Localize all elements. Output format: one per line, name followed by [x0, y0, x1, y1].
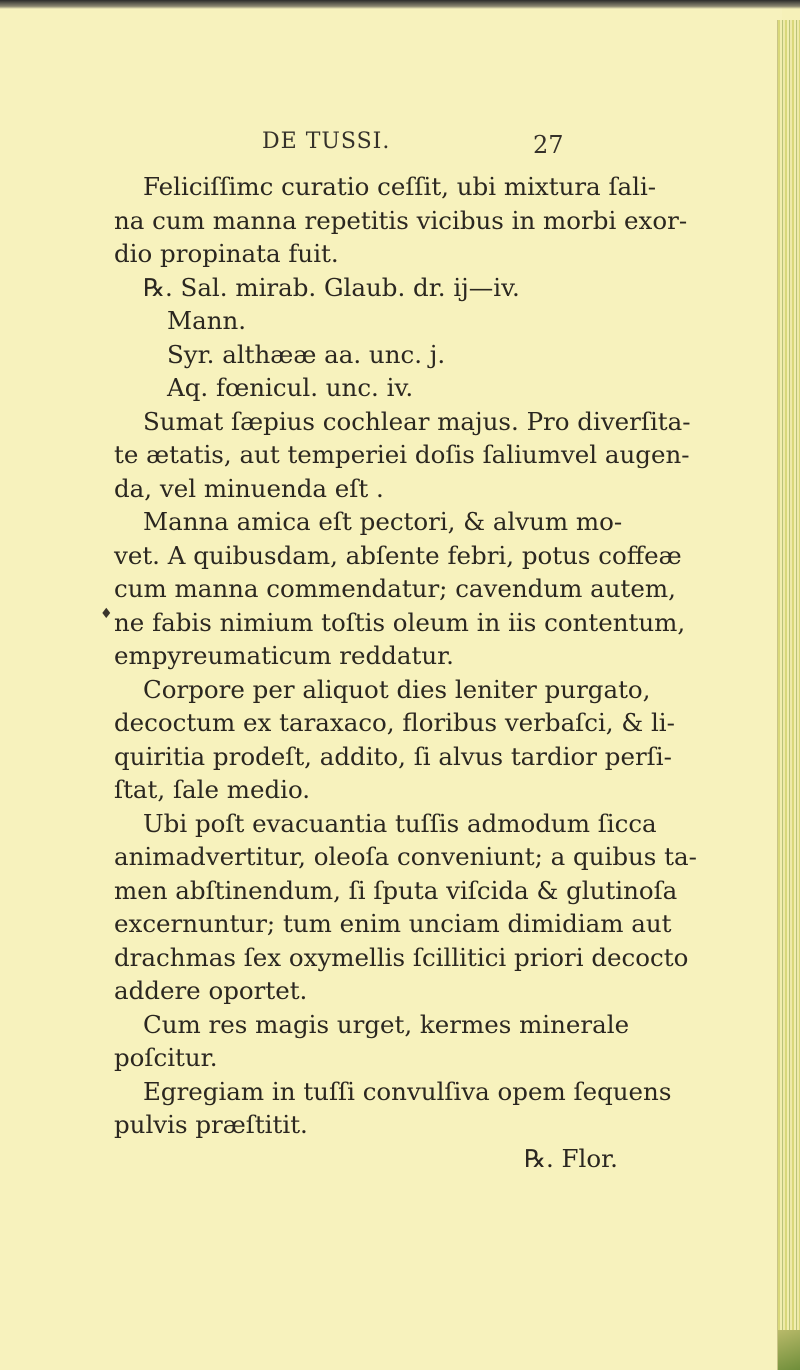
catchword: ℞. Flor. [524, 1143, 618, 1173]
text-line: te ætatis, aut temperiei doſis ſaliumvel augen- [114, 440, 690, 469]
text-line: animadvertitur, oleoſa conveniunt; a quibus ta- [114, 842, 697, 871]
text-line: Cum res magis urget, kermes minerale [143, 1009, 630, 1039]
page-edge-corner [778, 1330, 800, 1370]
text-line: na cum manna repetitis vicibus in morbi exor- [114, 205, 688, 235]
text-line: poſcitur. [114, 1043, 218, 1072]
prescription-line: Aq. fœnicul. unc. iv. [167, 373, 414, 402]
text-line: vet. A quibusdam, abſente febri, potus coffeæ [114, 540, 682, 570]
margin-mark: ♦ [100, 606, 113, 622]
text-line: da, vel minuenda eſt . [114, 473, 384, 503]
scan-top-shadow [0, 0, 800, 9]
text-line: decoctum ex taraxaco, floribus verbaſci, & li- [114, 708, 675, 737]
page-header [0, 123, 782, 163]
text-line: cum manna commendatur; cavendum autem, [114, 574, 676, 603]
text-line: Sumat ſæpius cochlear majus. Pro diverſita- [143, 406, 691, 436]
running-head: DE TUSSI. [262, 129, 391, 154]
text-line: Ubi poſt evacuantia tuſſis admodum ſicca [143, 808, 657, 838]
text-line: Feliciſſimc curatio ceſſit, ubi mixtura ſali- [143, 172, 657, 201]
page-edge [777, 20, 800, 1370]
page-number: 27 [533, 131, 564, 159]
text-line: Corpore per aliquot dies leniter purgato, [143, 674, 651, 704]
text-line: pulvis præſtitit. [114, 1110, 308, 1139]
text-line: excernuntur; tum enim unciam dimidiam aut [114, 909, 672, 938]
text-line: Manna amica eſt pectori, & alvum mo- [143, 507, 623, 536]
text-line: ſtat, ſale medio. [114, 775, 311, 804]
text-line: drachmas ſex oxymellis ſcillitici priori decocto [114, 942, 689, 972]
prescription-line: ℞. Sal. mirab. Glaub. dr. ij—iv. [143, 272, 520, 302]
text-line: men abſtinendum, ſi ſputa viſcida & glutinoſa [114, 875, 678, 905]
text-line: quiritia prodeſt, addito, ſi alvus tardior perſi- [114, 741, 672, 771]
text-line: empyreumaticum reddatur. [114, 641, 454, 670]
body-text [114, 170, 697, 1175]
prescription-line: Mann. [167, 306, 247, 335]
text-line: ne fabis nimium toſtis oleum in iis contentum, [114, 607, 686, 637]
text-line: Egregiam in tuſſi convulſiva opem ſequens [143, 1076, 672, 1106]
text-line: dio propinata fuit. [114, 239, 339, 268]
prescription-line: Syr. althææ aa. unc. j. [167, 339, 446, 369]
text-line: addere oportet. [114, 976, 308, 1005]
